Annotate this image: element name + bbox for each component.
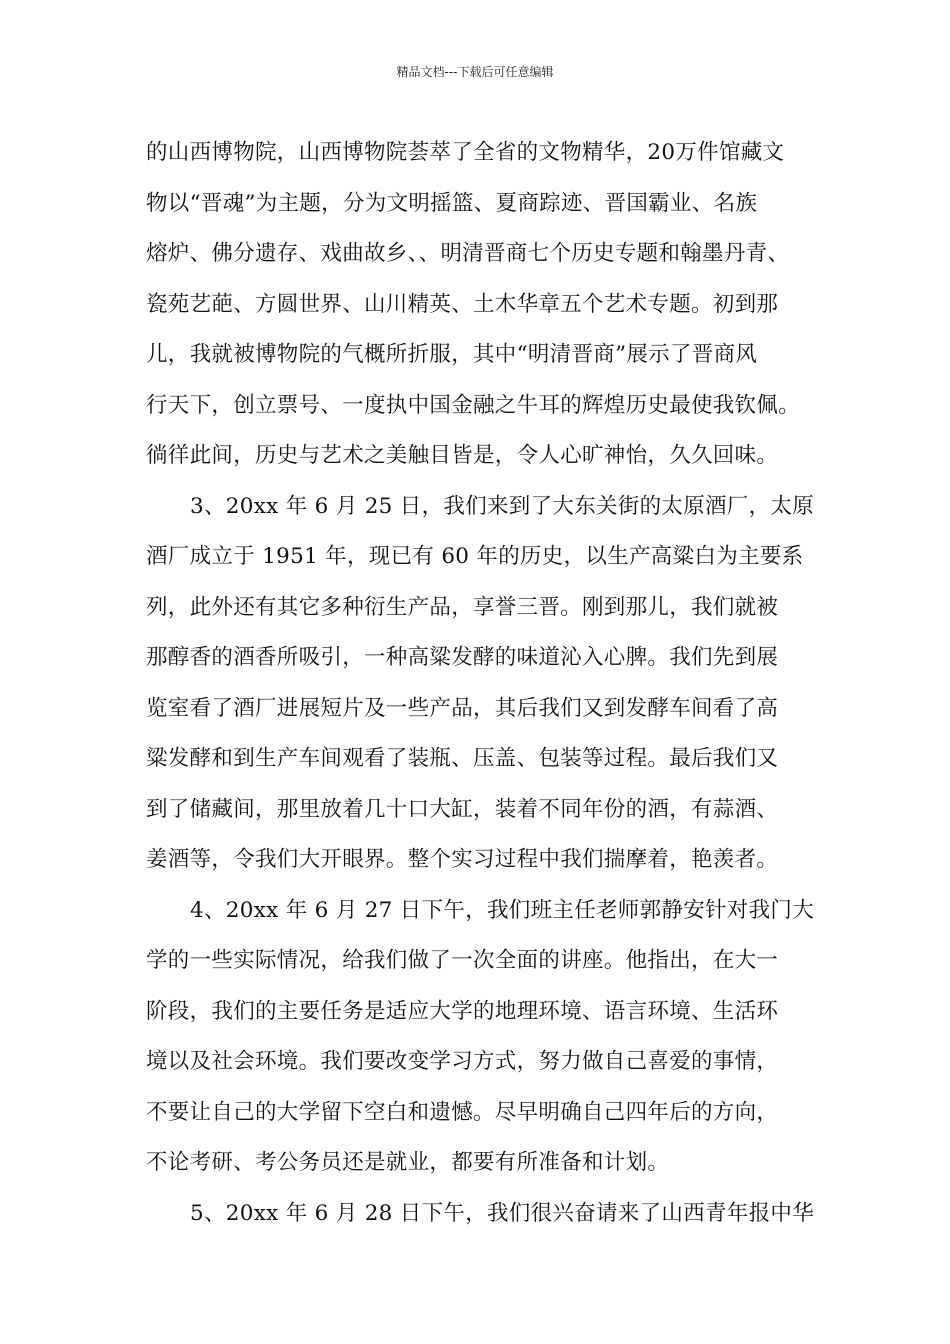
text-line: 酒厂成立于 1951 年，现已有 60 年的历史，以生产高粱白为主要系: [146, 544, 804, 569]
text-line: 那醇香的酒香所吸引，一种高粱发酵的味道沁入心脾。我们先到展: [146, 645, 779, 670]
paragraph-start-line: 4、20xx 年 6 月 27 日下午，我们班主任老师郭静安针对我门大: [190, 897, 814, 923]
text-line: 不论考研、考公务员还是就业，都要有所准备和计划。: [146, 1150, 670, 1175]
text-line: 不要让自己的大学留下空白和遗憾。尽早明确自己四年后的方向，: [146, 1099, 779, 1125]
text-line: 览室看了酒厂进展短片及一些产品，其后我们又到发酵车间看了高: [146, 695, 779, 721]
text-line: 姜酒等，令我们大开眼界。整个实习过程中我们揣摩着，艳羡者。: [146, 847, 779, 872]
text-line: 阶段，我们的主要任务是适应大学的地理环境、语言环境、生活环: [146, 998, 779, 1024]
text-line: 学的一些实际情况，给我们做了一次全面的讲座。他指出，在大一: [146, 948, 779, 973]
text-line: 熔炉、佛分遗存、戏曲故乡、、明清晋商七个历史专题和翰墨丹青、: [146, 241, 790, 266]
text-line: 儿，我就被博物院的气概所折服，其中“明清晋商”展示了晋商风: [146, 342, 758, 367]
text-line: 粱发酵和到生产车间观看了装瓶、压盖、包装等过程。最后我们又: [146, 746, 779, 771]
text-line: 瓷苑艺葩、方圆世界、山川精英、土木华章五个艺术专题。初到那: [146, 291, 779, 317]
page-header: 精品文档---下载后可任意编辑: [396, 65, 554, 79]
text-line: 到了储藏间，那里放着几十口大缸，装着不同年份的酒，有蒜酒、: [146, 796, 779, 822]
paragraph-start-line: 3、20xx 年 6 月 25 日，我们来到了大东关街的太原酒厂，太原: [190, 493, 814, 519]
body-text: [146, 128, 828, 1239]
text-line: 列，此外还有其它多种衍生产品，享誉三晋。刚到那儿，我们就被: [146, 594, 779, 620]
text-line: 徜徉此间，历史与艺术之美触目皆是，令人心旷神怡，久久回味。: [146, 443, 779, 468]
text-line: 行天下，创立票号、一度执中国金融之牛耳的辉煌历史最使我钦佩。: [146, 392, 801, 418]
text-line: 的山西博物院，山西博物院荟萃了全省的文物精华，20万件馆藏文: [146, 140, 785, 165]
text-line: 境以及社会环境。我们要改变学习方式，努力做自己喜爱的事情，: [146, 1049, 779, 1074]
paragraph-start-line: 5、20xx 年 6 月 28 日下午，我们很兴奋请来了山西青年报中华: [190, 1200, 814, 1226]
text-line: 物以“晋魂”为主题，分为文明摇篮、夏商踪迹、晋国霸业、名族: [146, 190, 758, 216]
